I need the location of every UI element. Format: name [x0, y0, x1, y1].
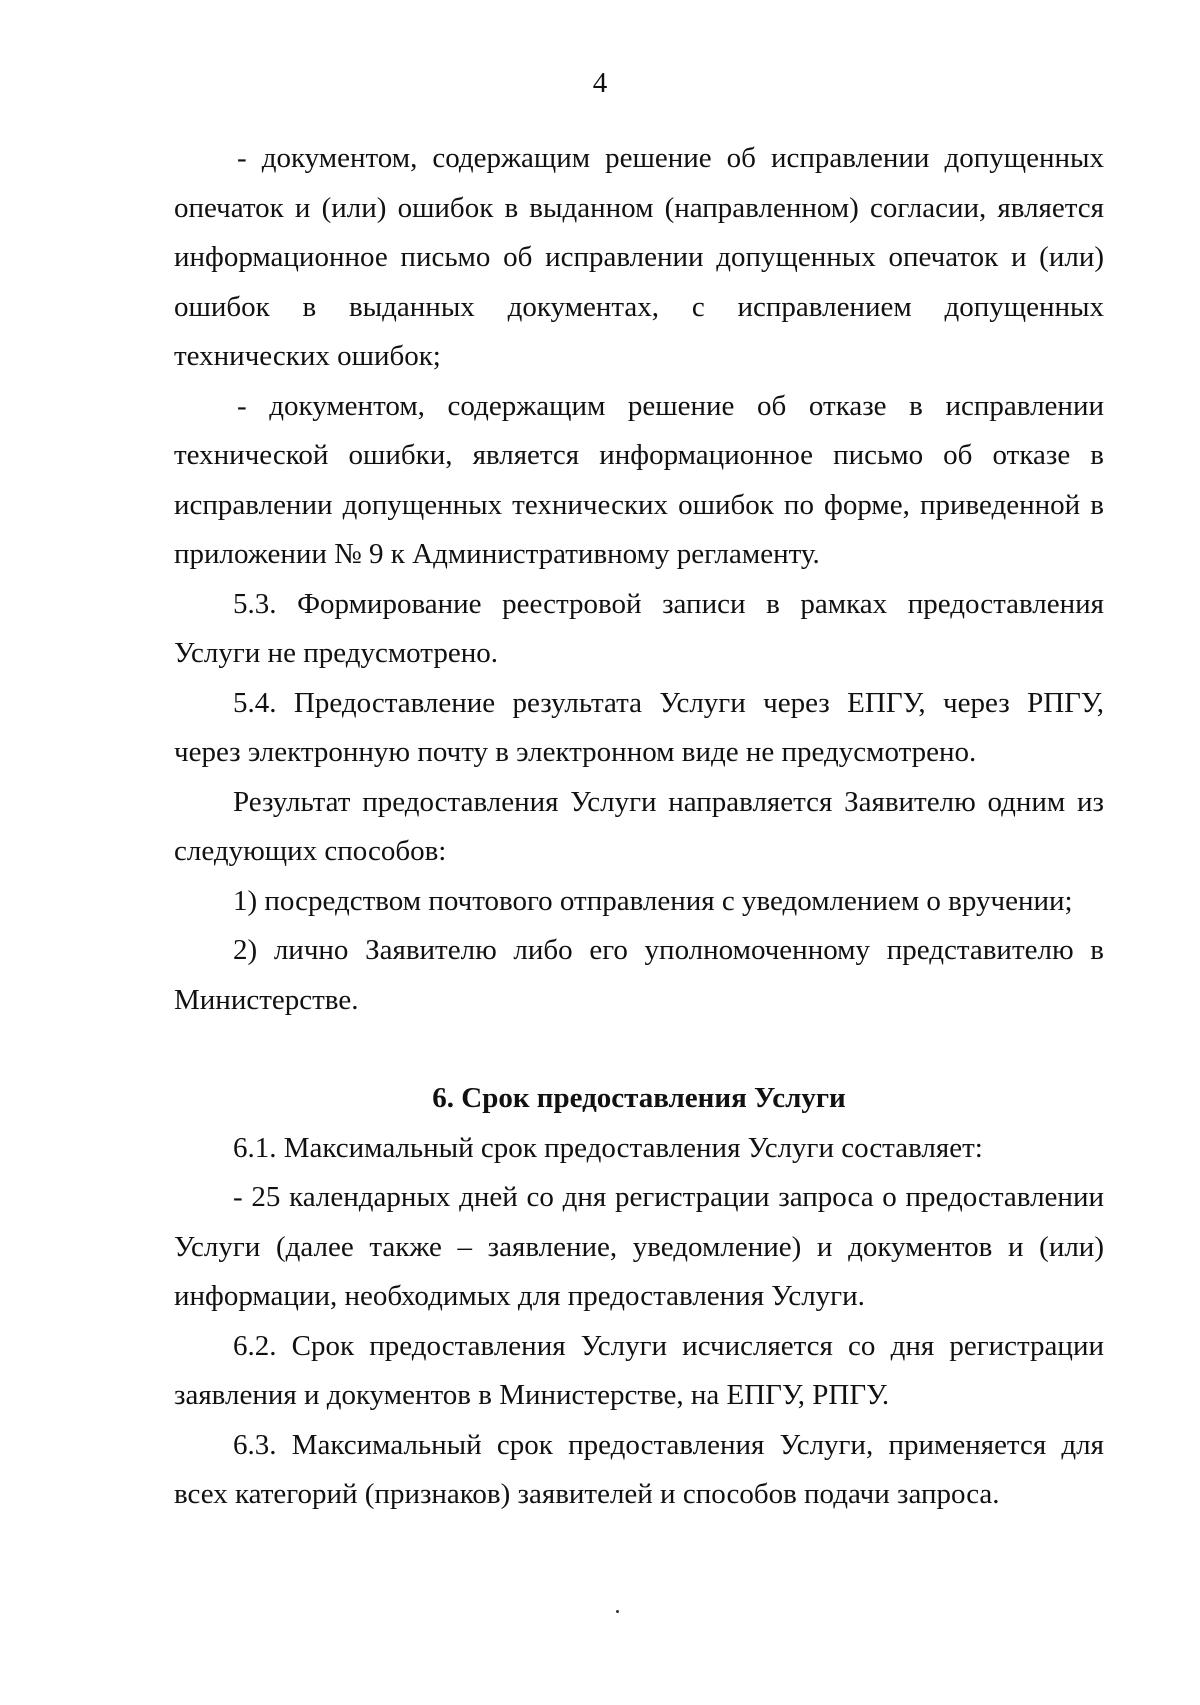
paragraph-6-3: 6.3. Максимальный срок предоставления Услуги, применяется для всех категорий (признаков) заявителей и способов подачи запроса.: [174, 1428, 1104, 1510]
paragraph-delivery-method-1: 1) посредством почтового отправления с уведомлением о вручении;: [233, 884, 1073, 917]
paragraph-5-3: 5.3. Формирование реестровой записи в рамках предоставления Услуги не предусмотрено.: [174, 587, 1104, 669]
page-number: 4: [592, 67, 608, 99]
section-heading: 6. Срок предоставления Услуги: [432, 1082, 846, 1114]
paragraph-6-2: 6.2. Срок предоставления Услуги исчисляется со дня регистрации заявления и документов в Министерстве, на ЕПГУ, РПГУ.: [174, 1329, 1104, 1411]
document-body: [174, 134, 1104, 1520]
paragraph-result-delivery: Результат предоставления Услуги направляется Заявителю одним из следующих способов:: [174, 785, 1104, 867]
paragraph-25-days: - 25 календарных дней со дня регистрации запроса о предоставлении Услуги (далее также – заявление, уведомление) и документов и (или) информации, необходимых для предоставления Услуги.: [174, 1181, 1104, 1312]
paragraph-delivery-method-2: 2) лично Заявителю либо его уполномоченному представителю в Министерстве.: [174, 934, 1104, 1016]
paragraph-6-1: 6.1. Максимальный срок предоставления Услуги составляет:: [233, 1131, 983, 1164]
paragraph-correction-decision: - документом, содержащим решение об исправлении допущенных опечаток и (или) ошибок в выданном (направленном) согласии, является информационное письмо об исправлении допущенных опечаток и (или) ошибок в выданных документах, с исправлением допущенных технических ошибок;: [174, 142, 1104, 372]
paragraph-5-4: 5.4. Предоставление результата Услуги через ЕПГУ, через РПГУ, через электронную почту в электронном виде не предусмотрено.: [174, 686, 1104, 768]
paragraph-refusal-decision: - документом, содержащим решение об отказе в исправлении технической ошибки, является информационное письмо об отказе в исправлении допущенных технических ошибок по форме, приведенной в приложении № 9 к Административному регламенту.: [174, 389, 1104, 570]
scan-dot-mark: [616, 1610, 619, 1613]
